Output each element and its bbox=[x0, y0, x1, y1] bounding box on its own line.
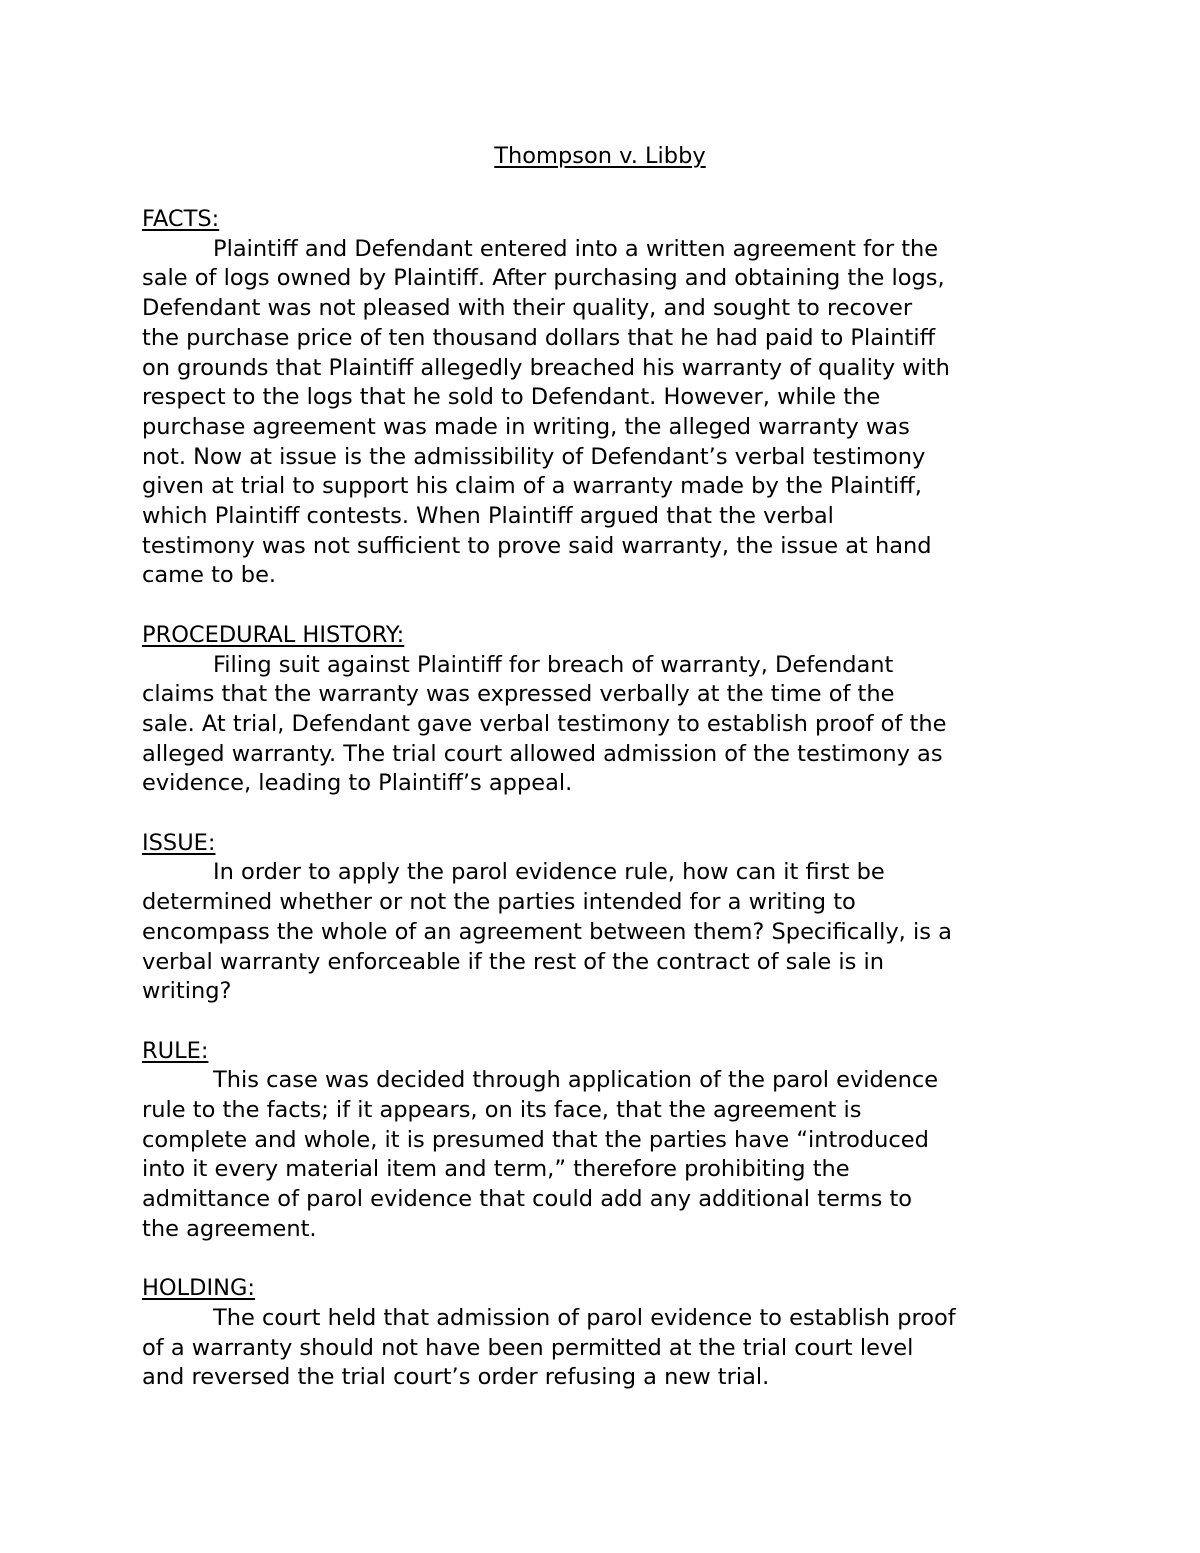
document-body bbox=[142, 205, 1082, 1423]
section-procedural-history bbox=[142, 621, 1082, 799]
section-text-facts: Plaintiff and Defendant entered into a written agreement for the sale of logs owned by Plaintiff. After purchasing and obtaining the logs, Defendant was not pleased with their quality, and sought to recover the purchase price of ten thousand dollars that he had paid to Plaintiff on grounds that Plaintiff allegedly breached his warranty of quality with respect to the logs that he sold to Defendant. However, while the purchase agreement was made in writing, the alleged warranty was not. Now at issue is the admissibility of Defendant’s verbal testimony given at trial to support his claim of a warranty made by the Plaintiff, which Plaintiff contests. When Plaintiff argued that the verbal testimony was not sufficient to prove said warranty, the issue at hand came to be. bbox=[142, 235, 950, 589]
section-heading-rule: RULE: bbox=[142, 1037, 209, 1064]
section-heading-holding: HOLDING: bbox=[142, 1275, 255, 1302]
section-heading-procedural-history: PROCEDURAL HISTORY: bbox=[142, 621, 405, 648]
section-text-rule: This case was decided through application of the parol evidence rule to the facts; if it appears, on its face, that the agreement is complete and whole, it is presumed that the parties have “introduced into it every material item and term,” therefore prohibiting the admittance of parol evidence that could add any additional terms to the agreement. bbox=[142, 1067, 939, 1242]
section-issue bbox=[142, 829, 1082, 1007]
section-heading-facts: FACTS: bbox=[142, 206, 220, 232]
section-facts bbox=[142, 205, 1082, 591]
section-holding bbox=[142, 1274, 1082, 1393]
section-rule bbox=[142, 1037, 1082, 1245]
section-text-holding: The court held that admission of parol evidence to establish proof of a warranty should not have been permitted at the trial court level and reversed the trial court’s order refusing a new trial. bbox=[142, 1304, 956, 1391]
section-heading-issue: ISSUE: bbox=[142, 829, 216, 856]
section-text-procedural-history: Filing suit against Plaintiff for breach of warranty, Defendant claims that the warranty was expressed verbally at the time of the sale. At trial, Defendant gave verbal testimony to establish proof of the alleged warranty. The trial court allowed admission of the testimony as evidence, leading to Plaintiff’s appeal. bbox=[142, 651, 947, 797]
document-title: Thompson v. Libby bbox=[494, 143, 706, 169]
section-text-issue: In order to apply the parol evidence rule, how can it first be determined whether or not the parties intended for a writing to encompass the whole of an agreement between them? Specifically, is a verbal warranty enforceable if the rest of the contract of sale is in writing? bbox=[142, 859, 952, 1005]
